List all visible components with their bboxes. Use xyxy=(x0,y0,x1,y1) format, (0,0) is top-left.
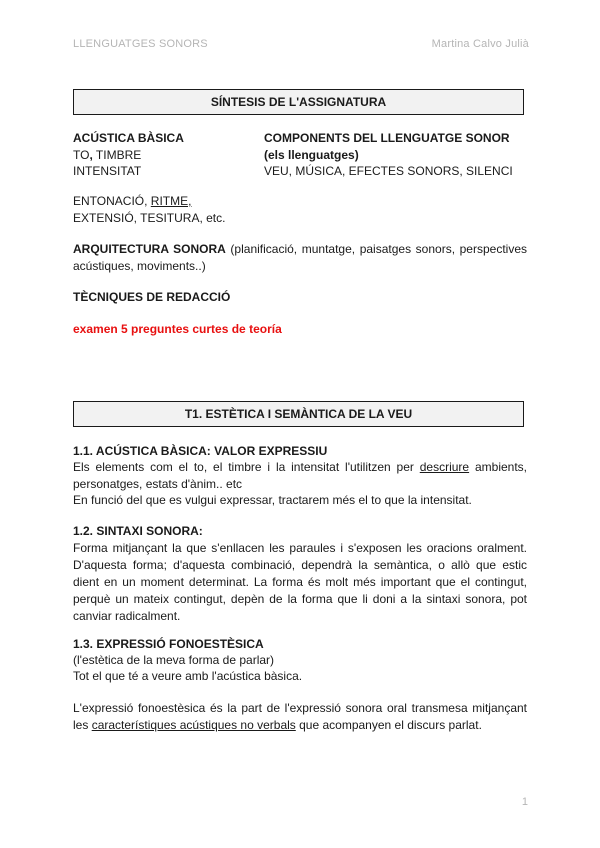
synthesis-title-box: SÍNTESIS DE L'ASSIGNATURA xyxy=(73,89,524,115)
acoustics-rhythm: RITME, xyxy=(150,194,192,208)
section-1-2-heading: 1.2. SINTAXI SONORA: xyxy=(73,524,203,538)
acoustics-line-1 xyxy=(73,147,141,164)
acoustics-comma: , xyxy=(89,148,93,162)
section-1-2-paragraph: Forma mitjançant la que s'enllacen les paraules i s'exposen les oracions oralment. D'aquesta forma; d'aquesta combinació, dependrà la semàntica, o allò que estic dient en un moment determinat. La forma és molt més important que el contingut, perquè un mateix contingut, depèn de la forma que li doni a la sintaxi sonora, pot canviar radicalment. xyxy=(73,541,527,623)
acoustics-intensity: INTENSITAT xyxy=(73,164,142,178)
section-1-3-text-a: L'expressió fonoestèsica és la part de l'expressió sonora oral transmesa mitjançant les xyxy=(73,701,527,732)
section-1-1-text-b: ambients, personatges, estats d'ànim.. etc xyxy=(73,460,527,491)
header-course-title: LLENGUATGES SONORS xyxy=(73,38,208,50)
acoustics-line-intonation xyxy=(73,193,191,210)
page-number: 1 xyxy=(521,796,528,808)
acoustics-intonation: ENTONACIÓ, xyxy=(73,194,151,208)
section-1-3-paragraph-1: Tot el que té a veure amb l'acústica bàsica. xyxy=(73,669,303,683)
components-subheading: (els llenguatges) xyxy=(264,148,359,162)
section-1-3-heading: 1.3. EXPRESSIÓ FONOESTÈSICA xyxy=(73,637,264,651)
section-1-1-paragraph-2: En funció del que es vulgui expressar, tractarem més el to que la intensitat. xyxy=(73,493,472,507)
section-1-1-heading: 1.1. ACÚSTICA BÀSICA: VALOR EXPRESSIU xyxy=(73,444,328,458)
components-heading: COMPONENTS DEL LLENGUATGE SONOR xyxy=(264,131,510,145)
components-list: VEU, MÚSICA, EFECTES SONORS, SILENCI xyxy=(264,164,513,178)
section-1-1-underlined: descriure xyxy=(419,460,470,474)
acoustics-extension: EXTENSIÓ, TESITURA, etc. xyxy=(73,211,226,225)
architecture-paragraph xyxy=(73,241,527,275)
exam-note: examen 5 preguntes curtes de teoría xyxy=(73,322,282,336)
section-1-3-text-b: que acompanyen el discurs parlat. xyxy=(295,718,482,732)
acoustics-heading: ACÚSTICA BÀSICA xyxy=(73,131,184,145)
section-1-1-text-a: Els elements com el to, el timbre i la intensitat l'utilitzen per xyxy=(73,460,420,474)
section-1-3-paragraph-2 xyxy=(73,700,527,734)
techniques-heading: TÈCNIQUES DE REDACCIÓ xyxy=(73,290,231,304)
architecture-detail: (planificació, muntatge, paisatges sonors, perspectives acústiques, moviments..) xyxy=(73,242,527,273)
architecture-heading: ARQUITECTURA SONORA xyxy=(73,242,226,256)
header-author: Martina Calvo Julià xyxy=(431,38,529,50)
section-1-1-paragraph-1 xyxy=(73,459,527,493)
acoustics-to: TO xyxy=(73,148,90,162)
acoustics-timbre: TIMBRE xyxy=(92,148,142,162)
t1-title-box: T1. ESTÈTICA I SEMÀNTICA DE LA VEU xyxy=(73,401,524,427)
section-1-3-subtitle: (l'estètica de la meva forma de parlar) xyxy=(73,653,275,667)
section-1-3-underlined: característiques acústiques no verbals xyxy=(91,718,296,732)
